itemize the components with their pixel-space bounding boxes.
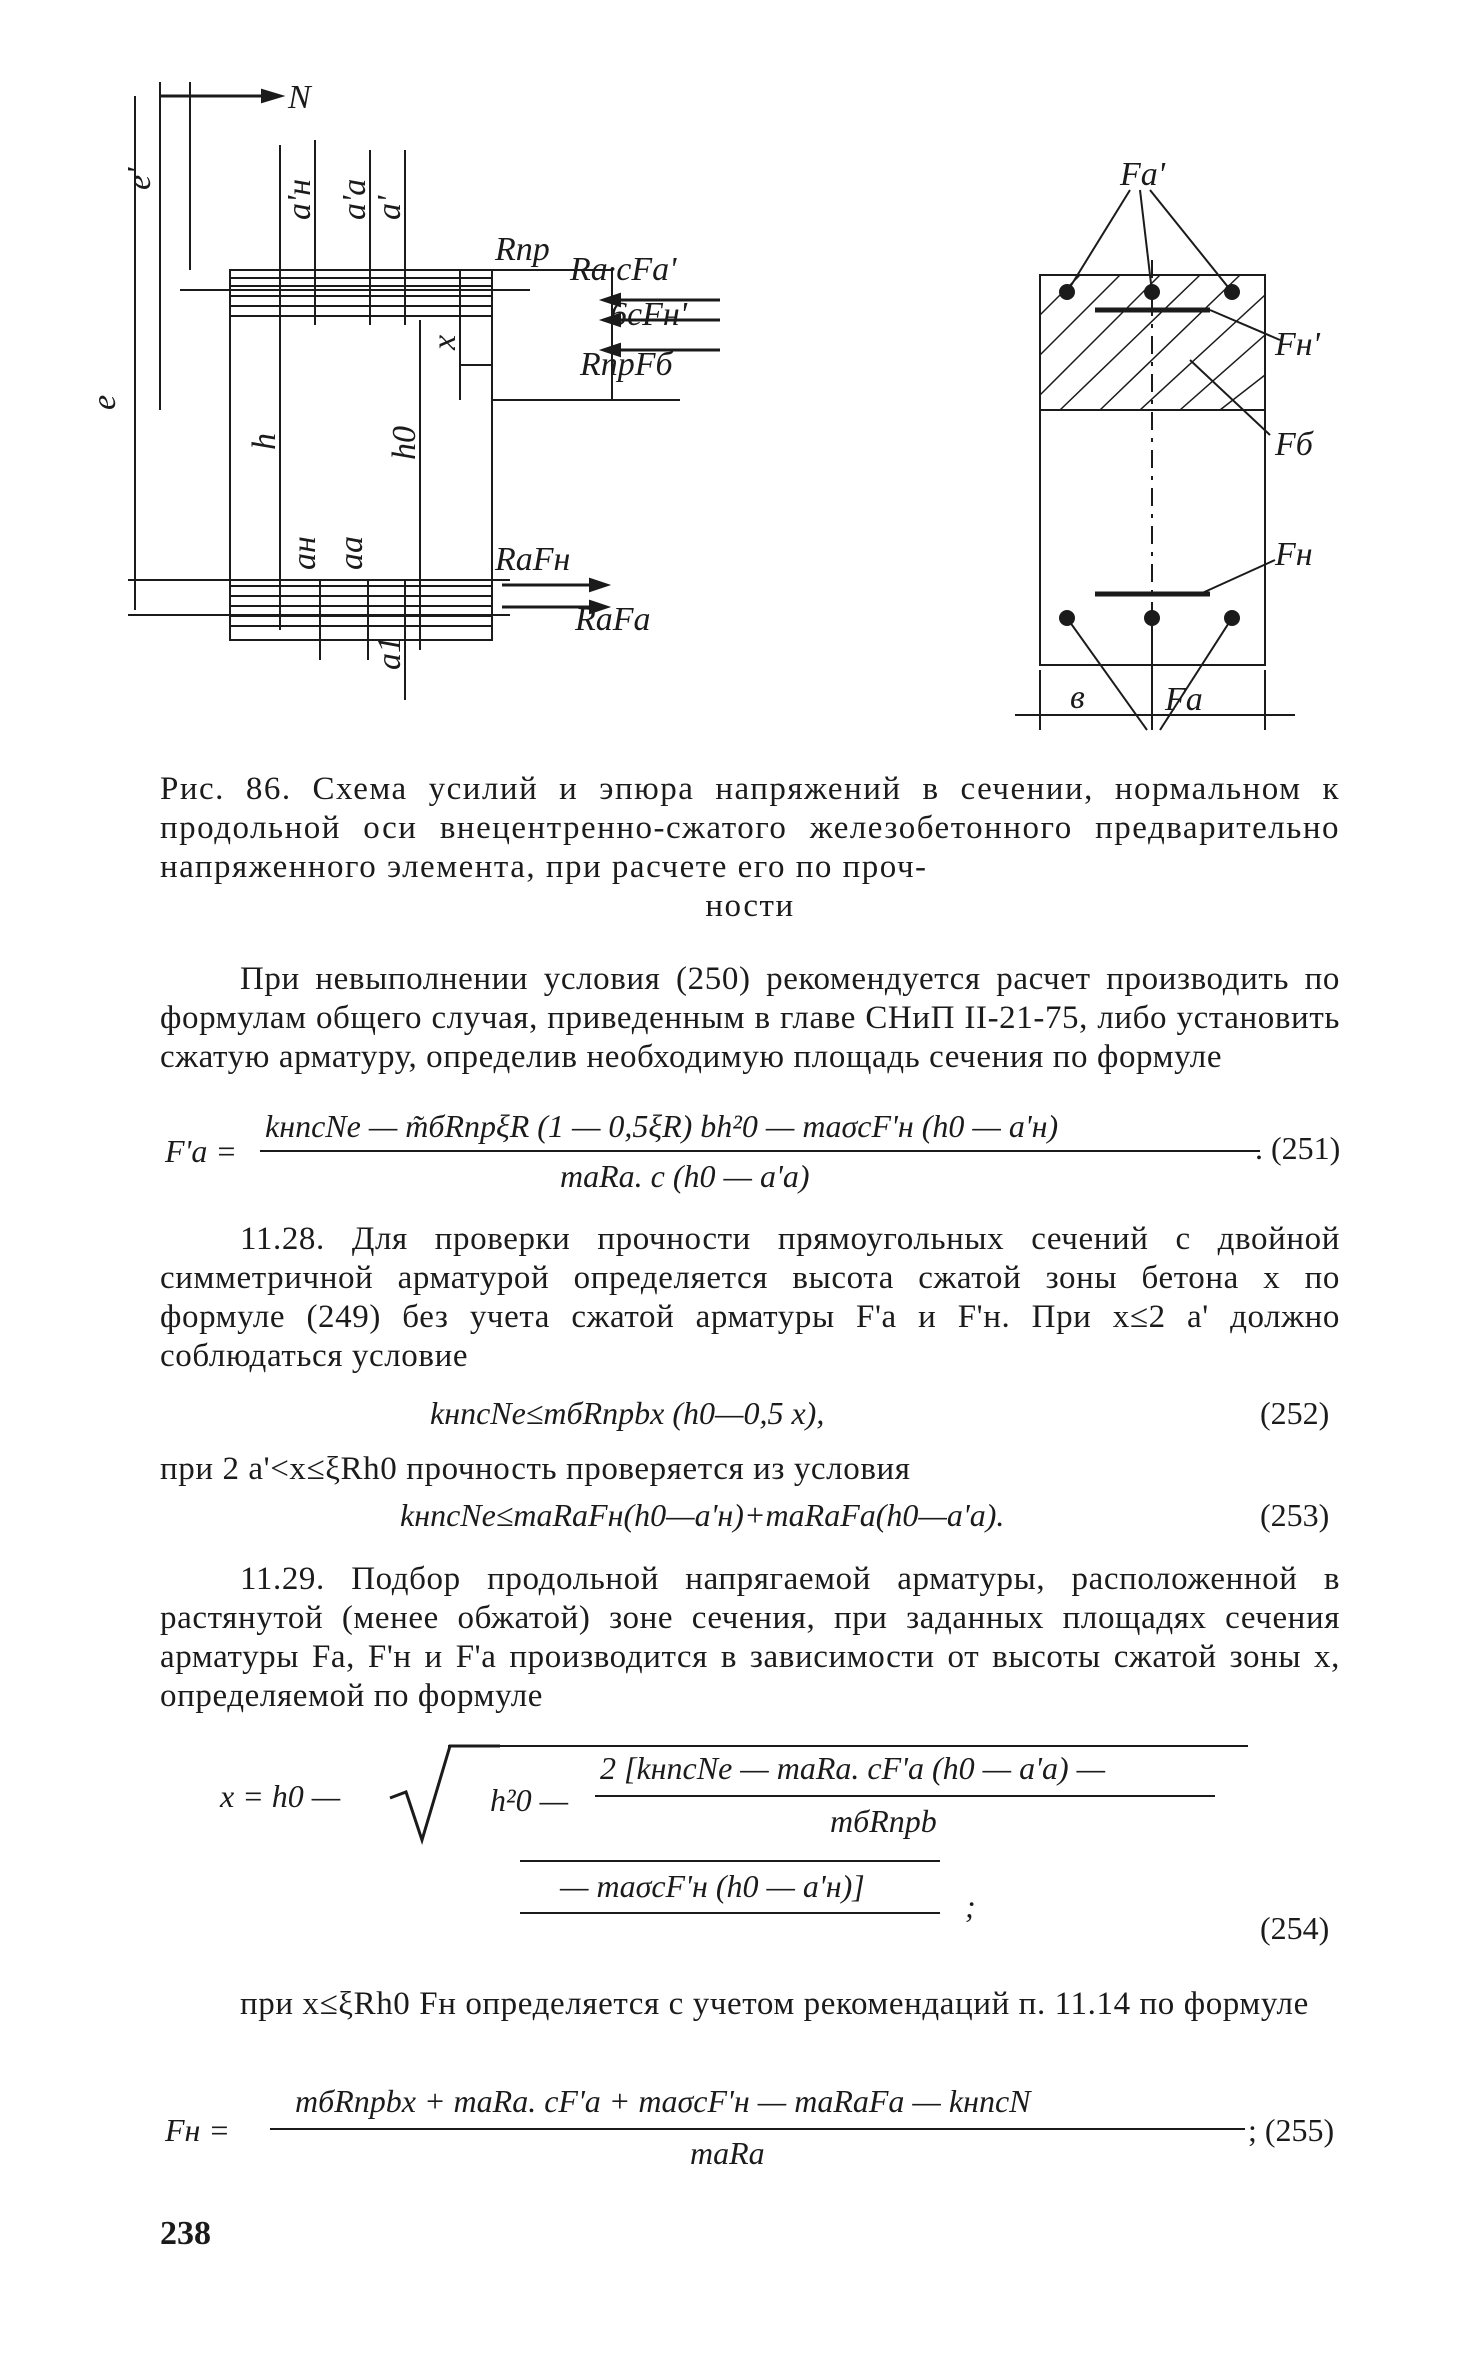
label-scfn: 6cFн' bbox=[610, 296, 687, 333]
eq254-semicolon: ; bbox=[965, 1888, 976, 1924]
eq254-lhs: x = h0 — bbox=[220, 1778, 341, 1814]
paragraph-4: 11.29. Подбор продольной напрягаемой арматуры, расположенной в растянутой (менее обжатой) зоне сечения, при заданных площадях сечения арматуры Fa, F'н и F'a производится в зависимости от высоты сжатой зоны x, определяемой по формуле bbox=[160, 1561, 1340, 1714]
label-RaFn: RaFн bbox=[495, 541, 571, 578]
label-a-prime: a' bbox=[371, 195, 408, 220]
label-Fn: Fн bbox=[1275, 536, 1313, 573]
label-a-n-prime: a'н bbox=[281, 178, 318, 220]
eq254-denominator: mбRпрb bbox=[830, 1803, 937, 1839]
eq254-cont-overbar bbox=[520, 1860, 940, 1862]
label-Fa-prime: Fa' bbox=[1120, 156, 1166, 193]
eq254-fraction-bar bbox=[595, 1795, 1215, 1797]
figure-caption bbox=[160, 770, 1340, 926]
eq252-number: (252) bbox=[1260, 1395, 1330, 1431]
label-R-pr: Rпр bbox=[495, 231, 550, 268]
eq255-lhs: Fн = bbox=[165, 2112, 231, 2148]
eq251-lhs: F'a = bbox=[165, 1133, 237, 1169]
label-e-prime: e' bbox=[121, 167, 158, 190]
eq254-h02: h²0 — bbox=[490, 1782, 569, 1818]
label-h: h bbox=[246, 433, 283, 450]
eq254-cont-underbar bbox=[520, 1912, 940, 1914]
eq251-fraction-bar bbox=[260, 1150, 1260, 1152]
label-a1: a1 bbox=[371, 636, 408, 670]
eq253-number: (253) bbox=[1260, 1497, 1330, 1533]
caption-last-line: ности bbox=[705, 888, 795, 924]
eq251-number: . (251) bbox=[1255, 1130, 1341, 1166]
label-RaFa: RaFa bbox=[575, 601, 651, 638]
label-Rprfb: RпрFб bbox=[580, 346, 673, 383]
eq254-radical-bar bbox=[448, 1745, 1248, 1747]
label-a-n: aн bbox=[286, 536, 323, 570]
label-b: в bbox=[1070, 679, 1085, 716]
eq255-denominator: maRa bbox=[690, 2135, 765, 2171]
eq254-numerator: 2 [kнnсNe — maRa. сF'a (h0 — a'a) — bbox=[600, 1750, 1106, 1786]
paragraph-1: При невыполнении условия (250) рекомендуется расчет производить по формулам общего случая, приведенным в главе СНиП II-21-75, либо установить сжатую арматуру, определив необходимую площадь сечения по формуле bbox=[160, 961, 1340, 1075]
eq255-number: ; (255) bbox=[1248, 2112, 1335, 2148]
label-h0: h0 bbox=[386, 426, 423, 460]
eq255-numerator: mбRпрbx + maRa. сF'a + maσсF'н — maRaFa — kнnсN bbox=[295, 2083, 1031, 2119]
label-Fa: Fa bbox=[1165, 681, 1203, 718]
paragraph-2: 11.28. Для проверки прочности прямоугольных сечений с двойной симметричной арматурой определяется высота сжатой зоны бетона x по формуле (249) без учета сжатой арматуры F'a и F'н. При x≤2 a' должно соблюдаться условие bbox=[160, 1221, 1340, 1374]
eq254-continuation: — maσсF'н (h0 — a'н)] bbox=[560, 1868, 865, 1904]
paragraph-5: при x≤ξRh0 Fн определяется с учетом рекомендаций п. 11.14 по формуле bbox=[240, 1986, 1309, 2022]
eq251-denominator: maRa. с (h0 — a'a) bbox=[560, 1158, 810, 1194]
caption-text: Рис. 86. Схема усилий и эпюра напряжений в сечении, нормальном к продольной оси внецентренно-сжатого железобетонного предварительно напряженного элемента, при расчете его по проч- bbox=[160, 771, 1340, 885]
eq252-expr: kнnсNe≤mбRпрbx (h0—0,5 x), bbox=[430, 1395, 825, 1431]
label-N: N bbox=[288, 79, 311, 116]
label-a-a: aа bbox=[333, 536, 370, 570]
eq254-number: (254) bbox=[1260, 1910, 1330, 1946]
label-a-a-prime: a'а bbox=[336, 178, 373, 220]
label-Racfa: Ra·cFa' bbox=[570, 251, 677, 288]
paragraph-3: при 2 a'<x≤ξRh0 прочность проверяется из условия bbox=[160, 1451, 911, 1487]
eq251-numerator: kнnсNe — m̃бRпрξR (1 — 0,5ξR) bh²0 — maσсF'н (h0 — a'н) bbox=[265, 1108, 1059, 1144]
label-Fb: Fб bbox=[1275, 426, 1313, 463]
label-Fn-prime: Fн' bbox=[1275, 326, 1320, 363]
page-number: 238 bbox=[160, 2215, 211, 2252]
label-x: x bbox=[426, 334, 463, 350]
eq255-fraction-bar bbox=[270, 2128, 1245, 2130]
label-e: e bbox=[86, 394, 123, 410]
figure-86-diagram bbox=[86, 79, 1320, 750]
eq253-expr: kнnсNe≤maRaFн(h0—a'н)+maRaFa(h0—a'a). bbox=[400, 1497, 1005, 1533]
